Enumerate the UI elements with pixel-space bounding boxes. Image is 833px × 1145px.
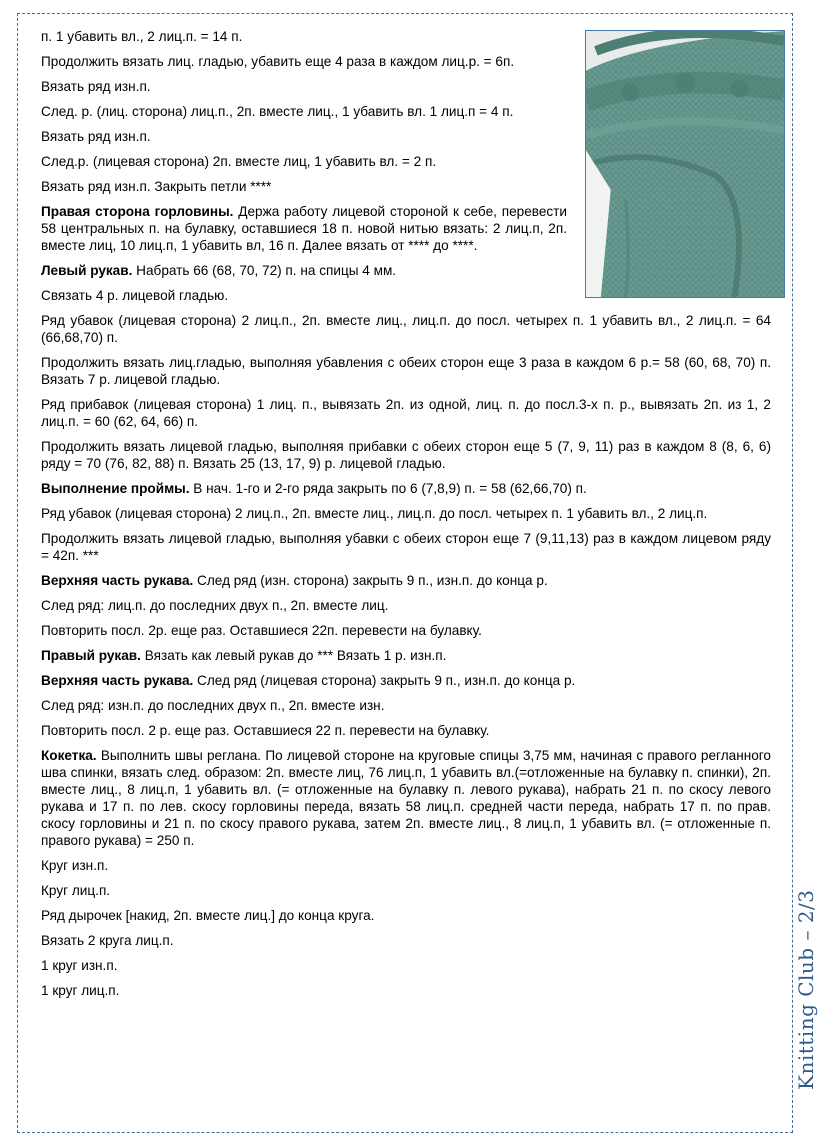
section-heading: Верхняя часть рукава. (41, 673, 194, 688)
paragraph: Круг лиц.п. (41, 883, 111, 898)
section-heading: Верхняя часть рукава. (41, 573, 194, 588)
paragraph (41, 262, 771, 279)
paragraph: Вязать ряд изн.п. (41, 79, 151, 94)
paragraph: Ряд убавок (лицевая сторона) 2 лиц.п., 2п. вместе лиц., лиц.п. до посл. четырех п. 1 убавить вл., 2 лиц.п. (41, 506, 708, 521)
paragraph: След ряд: изн.п. до последних двух п., 2п. вместе изн. (41, 698, 385, 713)
paragraph (41, 647, 771, 664)
section-heading: Выполнение проймы. (41, 481, 190, 496)
paragraph: Связать 4 р. лицевой гладью. (41, 288, 229, 303)
paragraph (41, 480, 771, 497)
paragraph: След ряд: лиц.п. до последних двух п., 2п. вместе лиц. (41, 598, 389, 613)
paragraph: Ряд прибавок (лицевая сторона) 1 лиц. п., вывязать 2п. из одной, лиц. п. до посл.3-х п. р., вывязать 2п. из 1, 2 лиц.п. = 60 (62, 64, 66) п. (41, 397, 771, 429)
paragraph (41, 747, 771, 849)
paragraph: Вязать 2 круга лиц.п. (41, 933, 174, 948)
paragraph: п. 1 убавить вл., 2 лиц.п. = 14 п. (41, 29, 243, 44)
paragraph: Повторить посл. 2 р. еще раз. Оставшиеся 22 п. перевести на булавку. (41, 723, 490, 738)
section-heading: Левый рукав. (41, 263, 133, 278)
paragraph-text: Держа работу лицевой стороной к себе, перевести 58 центральных п. на булавку, оставшиеся 18 п. новой нитью вязать: 2 лиц.п, 2п. вместе лиц, 10 лиц.п, 1 убавить вл, 16 п. Далее вязать от **** до ****. (41, 204, 567, 253)
section-heading: Кокетка. (41, 748, 97, 763)
paragraph (41, 203, 567, 254)
paragraph: Продолжить вязать лиц. гладью, убавить еще 4 раза в каждом лиц.р. = 6п. (41, 54, 515, 69)
section-heading: Правый рукав. (41, 648, 141, 663)
paragraph-text: След ряд (лицевая сторона) закрыть 9 п., изн.п. до конца р. (193, 673, 576, 688)
paragraph (41, 672, 771, 689)
paragraph (41, 572, 771, 589)
paragraph: След.р. (лицевая сторона) 2п. вместе лиц, 1 убавить вл. = 2 п. (41, 154, 437, 169)
side-label: Knitting Club – 2/3 (794, 889, 818, 1090)
paragraph: Ряд убавок (лицевая сторона) 2 лиц.п., 2п. вместе лиц., лиц.п. до посл. четырех п. 1 убавить вл., 2 лиц.п. = 64 (66,68,70) п. (41, 313, 771, 345)
paragraph: Повторить посл. 2р. еще раз. Оставшиеся 22п. перевести на булавку. (41, 623, 482, 638)
paragraph-text: В нач. 1-го и 2-го ряда закрыть по 6 (7,8,9) п. = 58 (62,66,70) п. (189, 481, 587, 496)
paragraph: 1 круг лиц.п. (41, 983, 120, 998)
paragraph: Продолжить вязать лиц.гладью, выполняя убавления с обеих сторон еще 3 раза в каждом 6 р.= 58 (60, 68, 70) п. Вязать 7 р. лицевой гладью. (41, 355, 771, 387)
paragraph-text: След ряд (изн. сторона) закрыть 9 п., изн.п. до конца р. (193, 573, 548, 588)
paragraph: Вязать ряд изн.п. (41, 129, 151, 144)
paragraph: 1 круг изн.п. (41, 958, 118, 973)
section-heading: Правая сторона горловины. (41, 204, 234, 219)
paragraph: Ряд дырочек [накид, 2п. вместе лиц.] до конца круга. (41, 908, 375, 923)
paragraph: Вязать ряд изн.п. Закрыть петли **** (41, 179, 272, 194)
paragraph-text: Набрать 66 (68, 70, 72) п. на спицы 4 мм. (132, 263, 397, 278)
side-label-box (790, 889, 833, 1095)
paragraph-text: Выполнить швы реглана. По лицевой стороне на круговые спицы 3,75 мм, начиная с правого регланного шва спинки, вязать след. образом: 2п. вместе лиц, 76 лиц.п, 1 убавить вл.(=отложенные на булавку п. спинки), 2п. вместе лиц., 8 лиц.п, 1 убавить вл. (= отложенные на булавку п. левого рукава), набрать 21 п. по скосу левого рукава и 17 п. по лев. скосу горловины переда, вязать 58 лиц.п. средней части переда, набрать 17 п. по прав. скосу горловины и 21 п. по скосу правого рукава, затем 2п. вместе лиц., 8 лиц.п, 1 убавить вл. (= отложенные п. правого рукава) = 250 п. (41, 748, 771, 848)
paragraph: Круг изн.п. (41, 858, 109, 873)
paragraph: Продолжить вязать лицевой гладью, выполняя убавки с обеих сторон еще 7 (9,11,13) раз в каждом лицевом ряду = 42п. *** (41, 531, 771, 563)
paragraph-text: Вязать как левый рукав до *** Вязать 1 р. изн.п. (140, 648, 447, 663)
paragraph: Продолжить вязать лицевой гладью, выполняя прибавки с обеих сторон еще 5 (7, 9, 11) раз в каждом 8 (8, 6, 6) ряду = 70 (76, 82, 88) п. Вязать 25 (13, 17, 9) р. лицевой гладью. (41, 439, 771, 471)
pattern-text (41, 28, 771, 1007)
paragraph: След. р. (лиц. сторона) лиц.п., 2п. вместе лиц., 1 убавить вл. 1 лиц.п = 4 п. (41, 104, 514, 119)
